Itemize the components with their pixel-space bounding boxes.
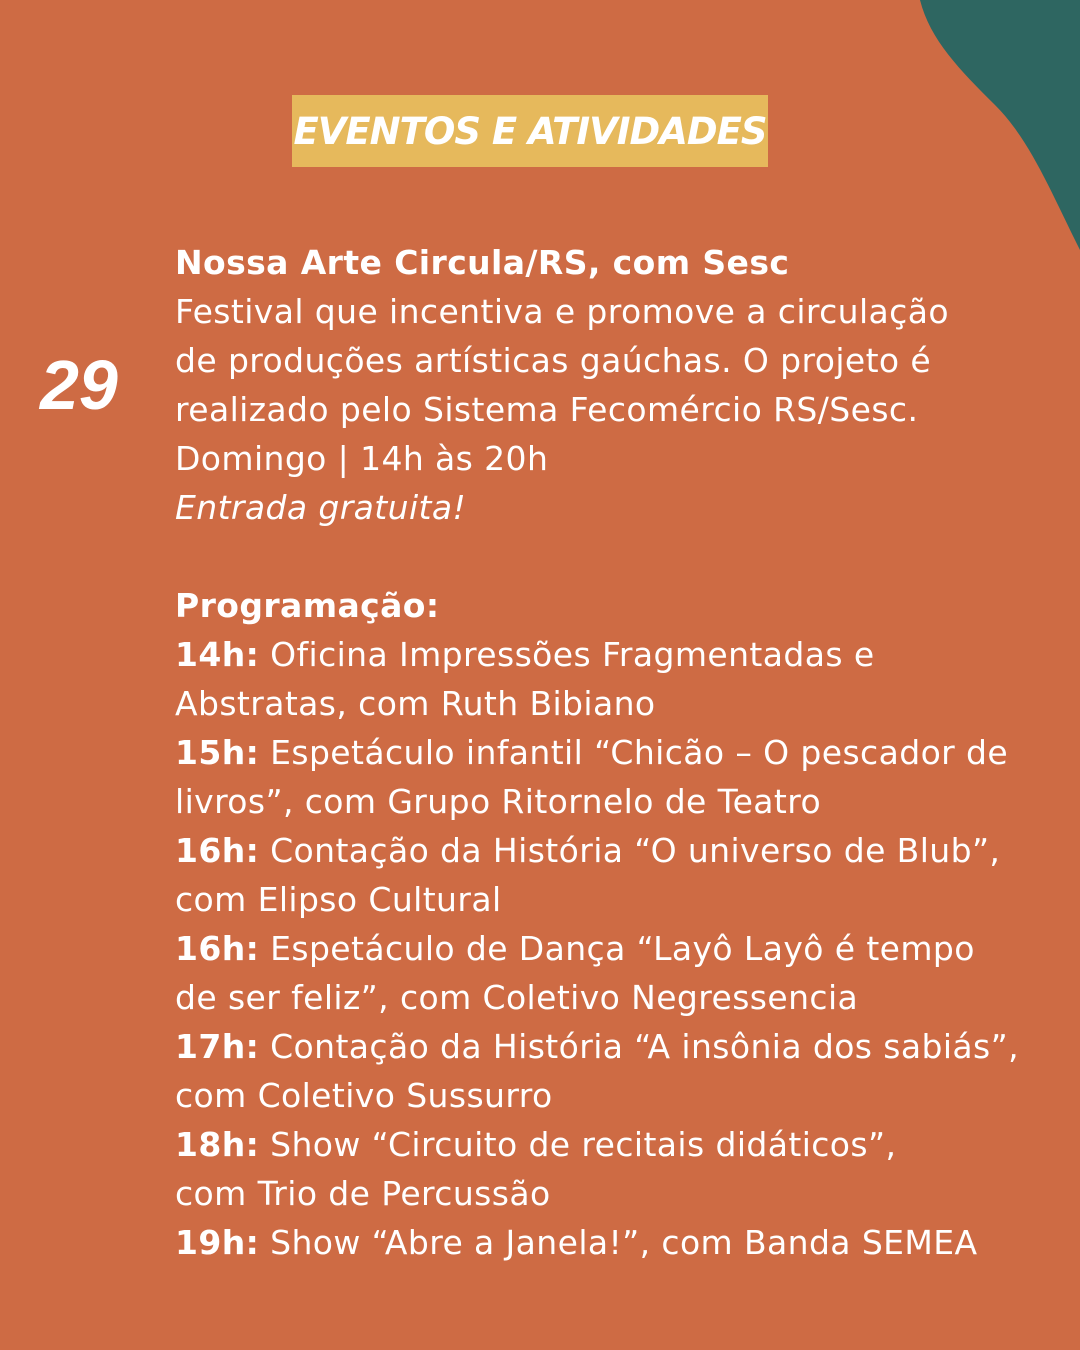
event-title: Nossa Arte Circula/RS, com Sesc — [175, 243, 790, 282]
program-item-time: 19h: — [175, 1223, 260, 1262]
header-badge — [292, 95, 768, 167]
program-item-text: Espetáculo de Dança “Layô Layô é tempo — [259, 929, 975, 968]
program-item-text: livros”, com Grupo Ritornelo de Teatro — [175, 782, 822, 821]
program-item-text: com Trio de Percussão — [175, 1174, 551, 1213]
program-item-text: com Coletivo Sussurro — [175, 1076, 553, 1115]
event-description-line: de produções artísticas gaúchas. O projeto é — [175, 341, 932, 380]
program-item — [175, 1022, 1055, 1120]
header-title: EVENTOS E ATIVIDADES — [293, 109, 767, 153]
program-item-text: de ser feliz”, com Coletivo Negressencia — [175, 978, 859, 1017]
program-item-text: Abstratas, com Ruth Bibiano — [175, 684, 656, 723]
program-item-text: com Elipso Cultural — [175, 880, 502, 919]
event-description-line: realizado pelo Sistema Fecomércio RS/Sesc. — [175, 390, 919, 429]
event-details — [175, 238, 1055, 1267]
program-item-text: Contação da História “A insônia dos sabiás”, — [259, 1027, 1019, 1066]
program-item — [175, 1120, 1055, 1218]
program-item-time: 16h: — [175, 929, 260, 968]
event-day: 29 — [40, 346, 118, 424]
program-item — [175, 826, 1055, 924]
program-item — [175, 728, 1055, 826]
program-item — [175, 1218, 1055, 1267]
program-item — [175, 630, 1055, 728]
program-item-time: 15h: — [175, 733, 260, 772]
program-heading: Programação: — [175, 586, 440, 625]
program-item-text: Show “Abre a Janela!”, com Banda SEMEA — [259, 1223, 978, 1262]
corner-decoration — [910, 0, 1080, 260]
program-item-text: Espetáculo infantil “Chicão – O pescador de — [259, 733, 1009, 772]
program-item-time: 17h: — [175, 1027, 260, 1066]
program-item-text: Show “Circuito de recitais didáticos”, — [259, 1125, 897, 1164]
event-price: Entrada gratuita! — [175, 488, 467, 527]
program-item-text: Oficina Impressões Fragmentadas e — [259, 635, 875, 674]
program-item-text: Contação da História “O universo de Blub”, — [259, 831, 1001, 870]
program-item-time: 18h: — [175, 1125, 260, 1164]
program-item-time: 16h: — [175, 831, 260, 870]
event-description-line: Festival que incentiva e promove a circulação — [175, 292, 949, 331]
program-item-time: 14h: — [175, 635, 260, 674]
spacer — [175, 532, 1055, 581]
event-schedule: Domingo | 14h às 20h — [175, 439, 549, 478]
program-item — [175, 924, 1055, 1022]
